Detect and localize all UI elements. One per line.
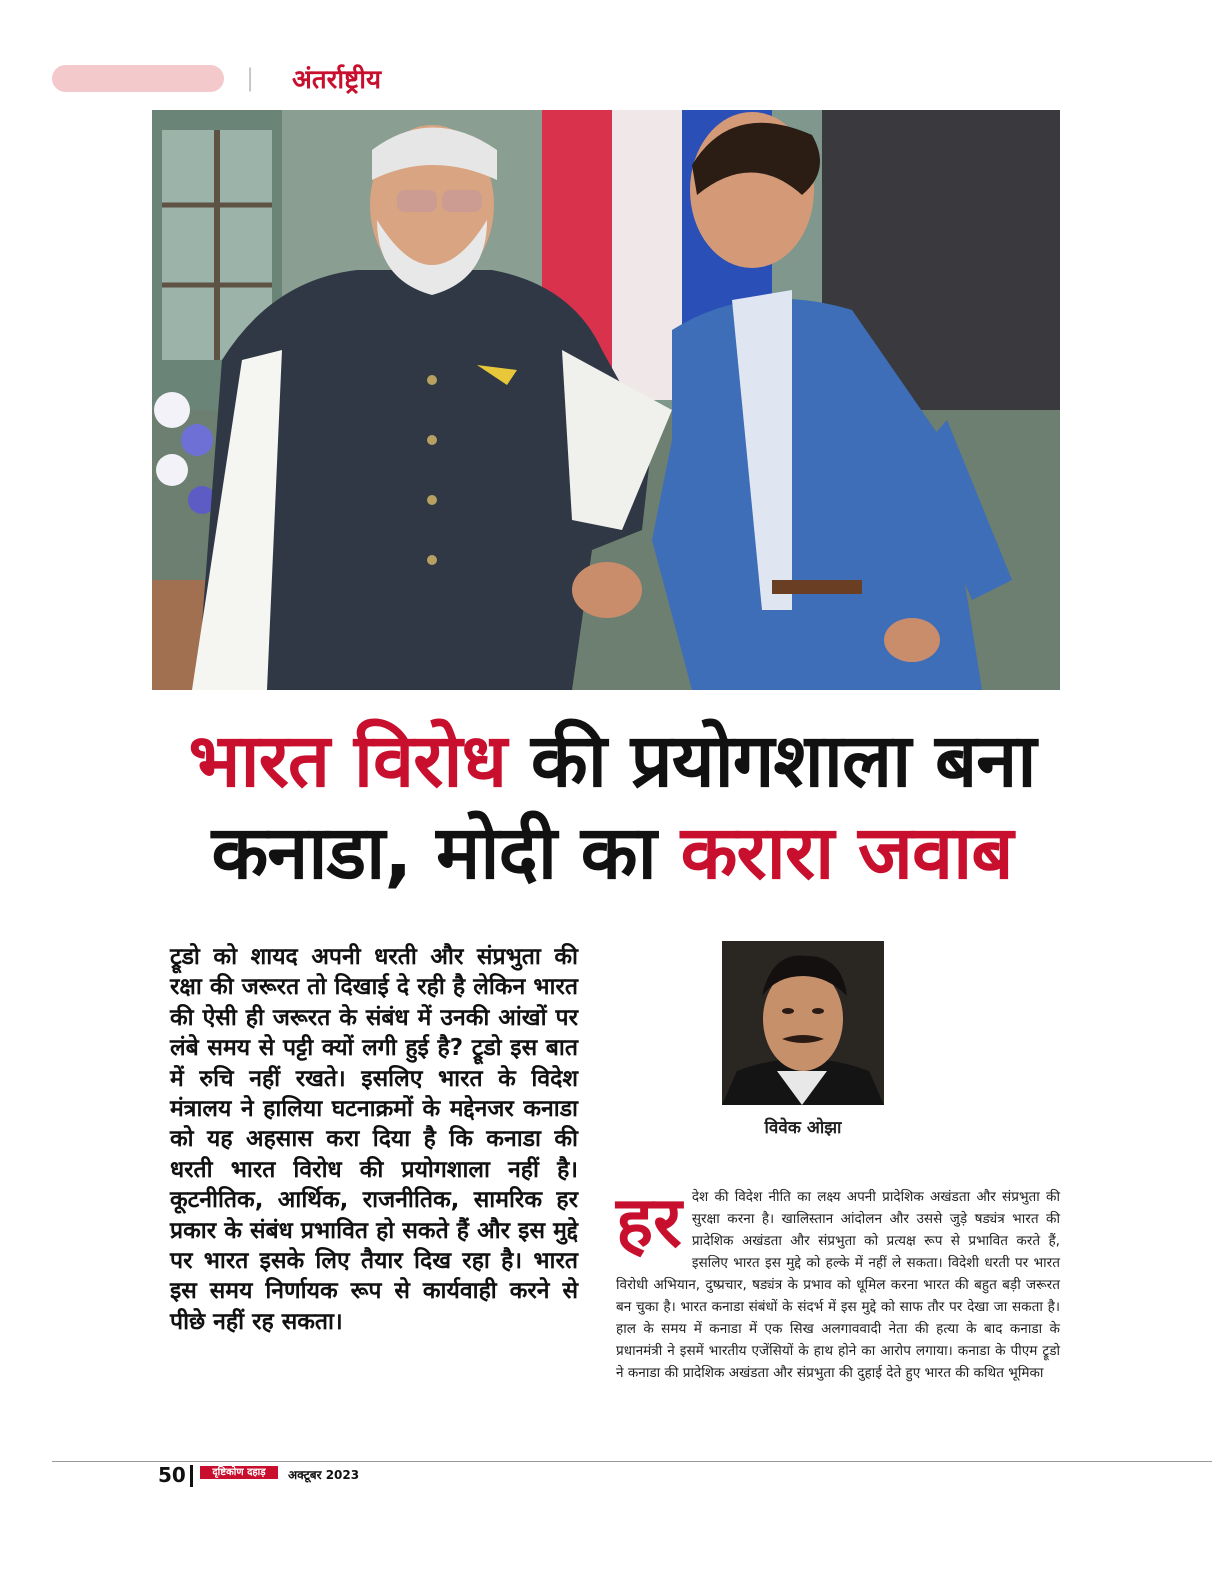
- footer-divider: [190, 1465, 193, 1487]
- author-photo: [722, 941, 884, 1105]
- author-name: विवेक ओझा: [764, 1118, 842, 1138]
- headline-text-2: कनाडा, मोदी का: [211, 810, 681, 896]
- body-text: देश की विदेश नीति का लक्ष्य अपनी प्रादेशिक अखंडता और संप्रभुता की सुरक्षा करना है। खालिस्तान आंदोलन और उससे जुड़े षड्यंत्र भारत की प्रादेशिक अखंडता और संप्रभुता को प्रत्यक्ष रूप से प्रभावित करते हैं, इसलिए भारत इस मुद्दे को हल्के में नहीं ले सकता। विदेशी धरती पर भारत विरोधी अभियान, दुष्प्रचार, षड्यंत्र के प्रभाव को धूमिल करना भारत की बहुत बड़ी जरूरत बन चुका है। भारत कनाडा संबंधों के संदर्भ में इस मुद्दे को साफ तौर पर देखा जा सकता है। हाल के समय में कनाडा में एक सिख अलगाववादी नेता की हत्या के बाद कनाडा के प्रधानमंत्री ने इसमें भारतीय एजेंसियों के हाथ होने का आरोप लगाया। कनाडा के पीएम ट्रूडो ने कनाडा की प्रादेशिक अखंडता और संप्रभुता की दुहाई देते हुए भारत की कथित भूमिका: [616, 1189, 1060, 1381]
- headline-line-1: [100, 715, 1124, 807]
- footer-rule: [52, 1461, 1212, 1462]
- headline-line-2: [100, 807, 1124, 899]
- headline: [100, 715, 1124, 899]
- headline-text-1: की प्रयोगशाला बना: [506, 718, 1036, 804]
- article-body: [616, 1181, 1060, 1384]
- lead-photo: [152, 110, 1060, 690]
- drop-cap: हर: [616, 1181, 682, 1263]
- issue-date: अक्टूबर 2023: [288, 1468, 360, 1482]
- magazine-logo: दृष्टिकोण दहाड़: [200, 1466, 278, 1479]
- page-number: 50: [158, 1463, 186, 1487]
- section-label: अंतर्राष्ट्रीय: [292, 65, 382, 95]
- headline-accent-1: भारत विरोध: [188, 718, 507, 804]
- headline-accent-2: करारा जवाब: [680, 810, 1013, 896]
- deck-text: ट्रूडो को शायद अपनी धरती और संप्रभुता की रक्षा की जरूरत तो दिखाई दे रही है लेकिन भारत की ऐसी ही जरूरत के संबंध में उनकी आंखों पर लंबे समय से पट्टी क्यों लगी हुई है? ट्रूडो इस बात में रुचि नहीं रखते। इसलिए भारत के विदेश मंत्रालय ने हालिया घटनाक्रमों के मद्देनजर कनाडा को यह अहसास करा दिया है कि कनाडा की धरती भारत विरोध की प्रयोगशाला नहीं है। कूटनीतिक, आर्थिक, राजनीतिक, सामरिक हर प्रकार के संबंध प्रभावित हो सकते हैं और इस मुद्दे पर भारत इसके लिए तैयार दिख रहा है। भारत इस समय निर्णायक रूप से कार्यवाही करने से पीछे नहीं रह सकता।: [170, 944, 578, 1335]
- header-separator: |: [246, 64, 255, 92]
- section-pill: [52, 65, 224, 92]
